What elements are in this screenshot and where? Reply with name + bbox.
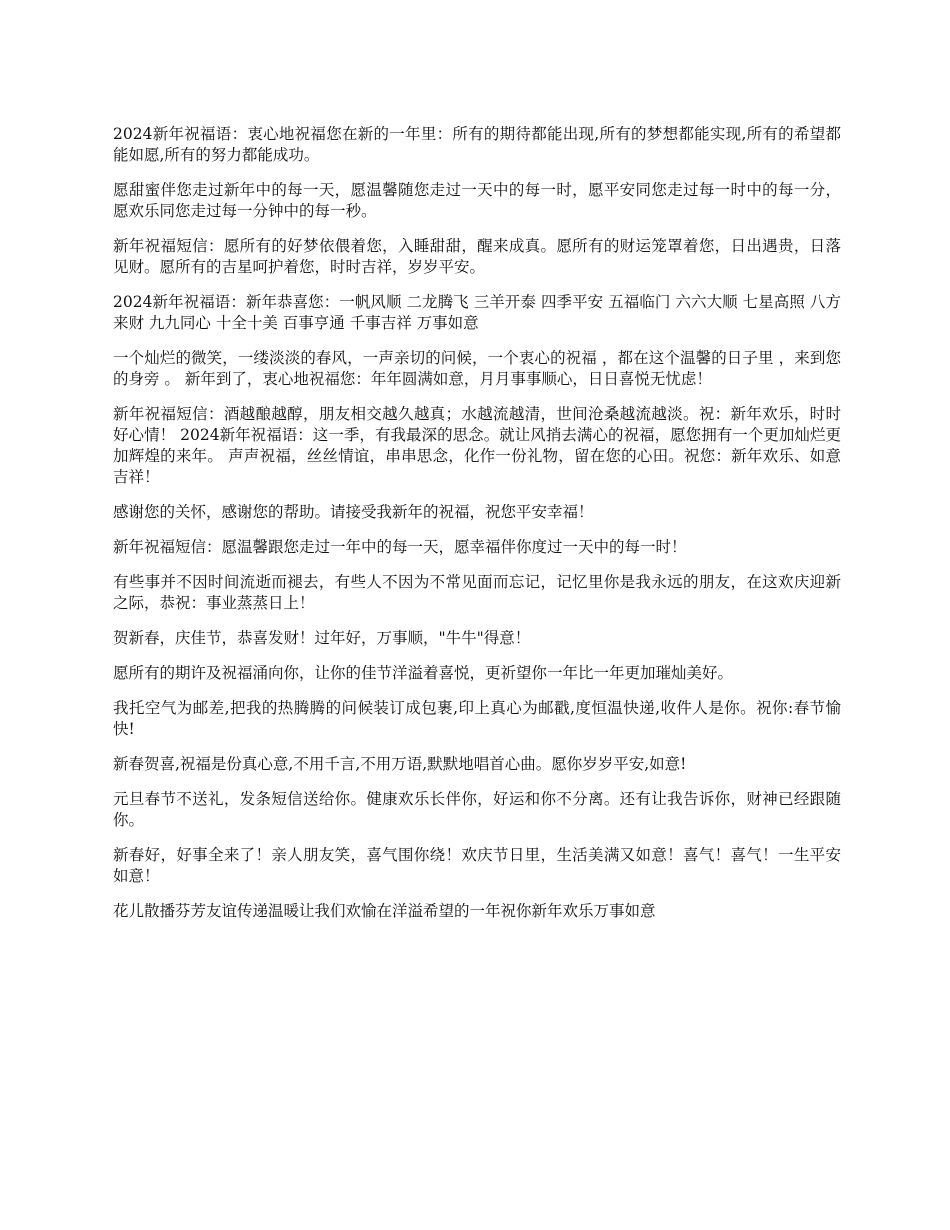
paragraph-7: 感谢您的关怀，感谢您的帮助。请接受我新年的祝福，祝您平安幸福！ (113, 503, 594, 521)
paragraph-15: 新春好，好事全来了！亲人朋友笑，喜气围你绕！欢庆节日里，生活美满又如意！喜气！喜气！一生平安如意！ (113, 846, 841, 885)
document-body (113, 124, 841, 936)
paragraph-8: 新年祝福短信：愿温馨跟您走过一年中的每一天，愿幸福伴你度过一天中的每一时！ (113, 538, 687, 556)
paragraph-3: 新年祝福短信：愿所有的好梦依偎着您，入睡甜甜，醒来成真。愿所有的财运笼罩着您，日出遇贵，日落见财。愿所有的吉星呵护着您，时时吉祥，岁岁平安。 (113, 237, 841, 276)
paragraph-14: 元旦春节不送礼，发条短信送给你。健康欢乐长伴你，好运和你不分离。还有让我告诉你，财神已经跟随你。 (113, 790, 841, 829)
paragraph-10: 贺新春，庆佳节，恭喜发财！过年好，万事顺，"牛牛"得意！ (113, 629, 531, 647)
paragraph-16: 花儿散播芬芳友谊传递温暖让我们欢愉在洋溢希望的一年祝你新年欢乐万事如意 (113, 902, 656, 920)
paragraph-13: 新春贺喜,祝福是份真心意,不用千言,不用万语,默默地唱首心曲。愿你岁岁平安,如意! (113, 755, 687, 773)
paragraph-5: 一个灿烂的微笑，一缕淡淡的春风，一声亲切的问候，一个衷心的祝福 ，都在这个温馨的日子里 ，来到您的身旁 。 新年到了，衷心地祝福您：年年圆满如意，月月事事顺心，日日喜悦无忧虑！ (113, 349, 841, 388)
paragraph-6: 新年祝福短信：酒越酿越醇，朋友相交越久越真；水越流越清，世间沧桑越流越淡。祝：新年欢乐，时时好心情！ 2024新年祝福语：这一季，有我最深的思念。就让风捎去满心的祝福，愿您拥有一个更加灿烂更加辉煌的来年。 声声祝福，丝丝情谊，串串思念，化作一份礼物，留在您的心田。祝您：新年欢乐、如意吉祥！ (113, 405, 841, 486)
paragraph-4: 2024新年祝福语：新年恭喜您：一帆风顺 二龙腾飞 三羊开泰 四季平安 五福临门 六六大顺 七星高照 八方来财 九九同心 十全十美 百事亨通 千事吉祥 万事如意 (113, 293, 841, 332)
paragraph-11: 愿所有的期许及祝福涌向你，让你的佳节洋溢着喜悦，更祈望你一年比一年更加璀灿美好。 (113, 664, 734, 682)
paragraph-2: 愿甜蜜伴您走过新年中的每一天，愿温馨随您走过一天中的每一时，愿平安同您走过每一时中的每一分，愿欢乐同您走过每一分钟中的每一秒。 (113, 181, 841, 220)
paragraph-9: 有些事并不因时间流逝而褪去，有些人不因为不常见面而忘记，记忆里你是我永远的朋友，在这欢庆迎新之际，恭祝：事业蒸蒸日上！ (113, 573, 841, 612)
paragraph-1: 2024新年祝福语：衷心地祝福您在新的一年里：所有的期待都能出现,所有的梦想都能实现,所有的希望都能如愿,所有的努力都能成功。 (113, 125, 841, 164)
paragraph-12: 我托空气为邮差,把我的热腾腾的问候装订成包裹,印上真心为邮戳,度恒温快递,收件人是你。祝你:春节愉快! (113, 699, 841, 738)
